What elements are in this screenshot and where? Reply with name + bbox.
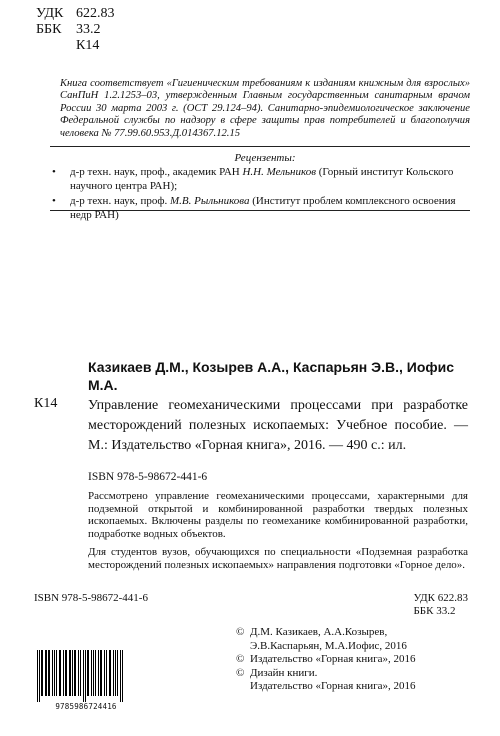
copyright-line [236,680,476,694]
copyright-line [236,667,476,681]
isbn-footer: ISBN 978-5-98672-441-6 [34,592,148,604]
reviewer-item [50,195,470,222]
copyright-block [236,626,476,694]
copyright-text: Издательство «Горная книга», 2016 [250,680,416,693]
barcode-icon [34,650,138,702]
udk-line [36,6,115,22]
copyright-line [236,640,476,654]
bbk-label: ББК [36,22,62,37]
book-authors: Казикаев Д.М., Козырев А.А., Каспарьян Э.В., Иофис М.А. [88,359,455,393]
bbk-line [36,22,115,38]
copyright-line [236,626,476,640]
bullet-icon: • [52,166,56,178]
copyright-text: Издательство «Горная книга», 2016 [250,653,416,666]
reviewer-affiliation: (Институт проблем комплексного освоения недр РАН) [70,195,456,221]
reviewers-title: Рецензенты: [234,152,296,164]
udk-footer: УДК 622.83 [413,592,468,604]
reviewers-list [50,166,470,224]
bullet-icon: • [52,195,56,207]
barcode-digits: 9785986724416 [55,702,117,711]
bbk-footer: ББК 33.2 [413,605,456,617]
divider-bottom [50,210,470,211]
reviewer-name: М.В. Рыльникова [170,195,250,207]
annotation [88,490,468,572]
copyright-text: Дизайн книги. [250,666,318,679]
hygiene-note: Книга соответствует «Гигиеническим требованиям к изданиям книжным для взрослых» СанПиН 1.2.1253–03, утвержденным Главным государственным санитарным врачом России 30 марта 2003 г. (ОСТ 29.124–94). Санитарно-эпидемиологическое заключение Федеральной службы по надзору в сфере защиты прав потребителей и благополучия человека № 77.99.60.953.Д.014367.12.15 [60,78,470,139]
reviewer-degree: д-р техн. наук, проф., академик РАН [70,166,243,178]
divider-top [50,146,470,147]
classification-header [36,6,115,54]
barcode [34,650,138,714]
book-description: Управление геомеханическими процессами при разработке месторождений полезных ископаемых: Учебное пособие. — М.: Издательство «Горная книга», 2016. — 490 с.: ил. [88,398,468,453]
reviewer-affiliation: (Горный институт Кольского научного центра РАН); [70,166,454,192]
copyright-icon: © [236,626,245,638]
copyright-line [236,653,476,667]
isbn-record: ISBN 978-5-98672-441-6 [88,471,208,483]
copyright-icon: © [236,653,245,666]
audience-text: Для студентов вузов, обучающихся по специальности «Подземная разработка месторождений полезных ископаемых» направления подготовки «Горное дело». [88,546,468,571]
bbk-value: 33.2 [76,22,101,37]
annotation-text: Рассмотрено управление геомеханическими процессами, характерными для подземной открытой и комбинированной разработки твердых полезных ископаемых. Включены разделы по геомеханике комбинированной разработки, подработке водных объектов. [88,490,468,540]
copyright-text: Э.В.Каспарьян, М.А.Иофис, 2016 [250,639,407,652]
copyright-icon: © [236,666,245,679]
udk-label: УДК [36,6,64,21]
copyright-text: Д.М. Казикаев, А.А.Козырев, [250,626,388,638]
udk-value: 622.83 [76,6,115,21]
reviewer-name: Н.Н. Мельников [242,166,316,178]
classification-footer [413,592,468,618]
reviewer-degree: д-р техн. наук, проф. [70,195,171,207]
reviewer-item [50,166,470,193]
author-mark-top: К14 [76,38,100,53]
author-mark: К14 [34,396,58,411]
